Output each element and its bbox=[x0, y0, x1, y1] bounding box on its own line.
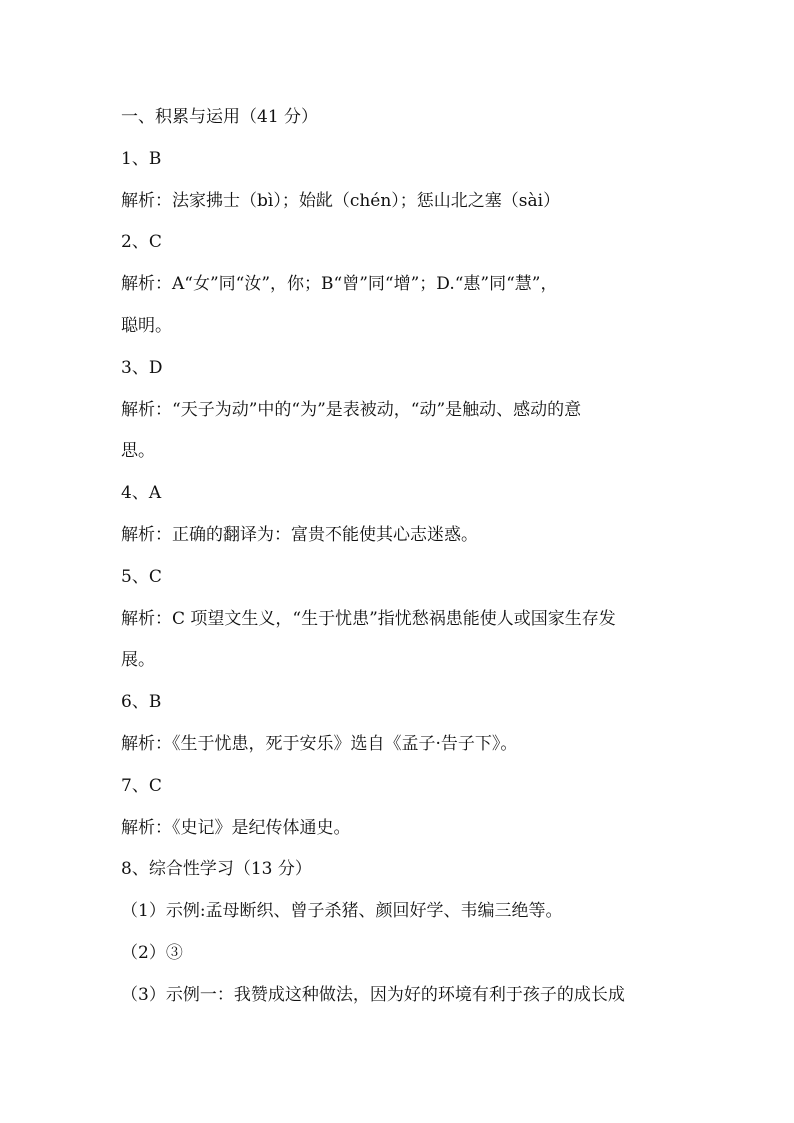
item-8-3: （3）示例一：我赞成这种做法，因为好的环境有利于孩子的成长成 bbox=[121, 984, 625, 1005]
answer-5: 5、C bbox=[121, 566, 162, 587]
explanation-5: 解析：C 项望文生义，“生于忧患”指忧愁祸患能使人或国家生存发 bbox=[121, 608, 616, 629]
explanation-2-cont: 聪明。 bbox=[121, 315, 172, 336]
explanation-6: 解析：《生于忧患，死于安乐》选自《孟子·告子下》。 bbox=[121, 733, 518, 754]
explanation-3-cont: 思。 bbox=[121, 441, 155, 462]
answer-7: 7、C bbox=[121, 775, 162, 796]
explanation-2: 解析：A“女”同“汝”，你；B“曾”同“增”；D.“惠”同“慧”， bbox=[121, 274, 558, 295]
item-8-2: （2）③ bbox=[121, 942, 183, 963]
document-body bbox=[121, 103, 681, 1023]
explanation-5-cont: 展。 bbox=[121, 650, 155, 671]
explanation-4: 解析：正确的翻译为：富贵不能使其心志迷惑。 bbox=[121, 524, 478, 545]
answer-6: 6、B bbox=[121, 692, 162, 713]
section-heading: 一、积累与运用（41 分） bbox=[121, 107, 319, 127]
explanation-3: 解析：“天子为动”中的“为”是表被动，“动”是触动、感动的意 bbox=[121, 399, 582, 420]
section-8-heading: 8、综合性学习（13 分） bbox=[121, 859, 312, 880]
item-8-1: （1）示例:孟母断织、曾子杀猪、颜回好学、韦编三绝等。 bbox=[121, 901, 563, 922]
answer-2: 2、C bbox=[121, 232, 162, 253]
answer-1: 1、B bbox=[121, 148, 162, 169]
explanation-7: 解析：《史记》是纪传体通史。 bbox=[121, 817, 351, 838]
answer-4: 4、A bbox=[121, 483, 162, 504]
explanation-1: 解析：法家拂士（bì）；始龀（chén）；惩山北之塞（sài） bbox=[121, 190, 561, 211]
answer-3: 3、D bbox=[121, 357, 163, 378]
